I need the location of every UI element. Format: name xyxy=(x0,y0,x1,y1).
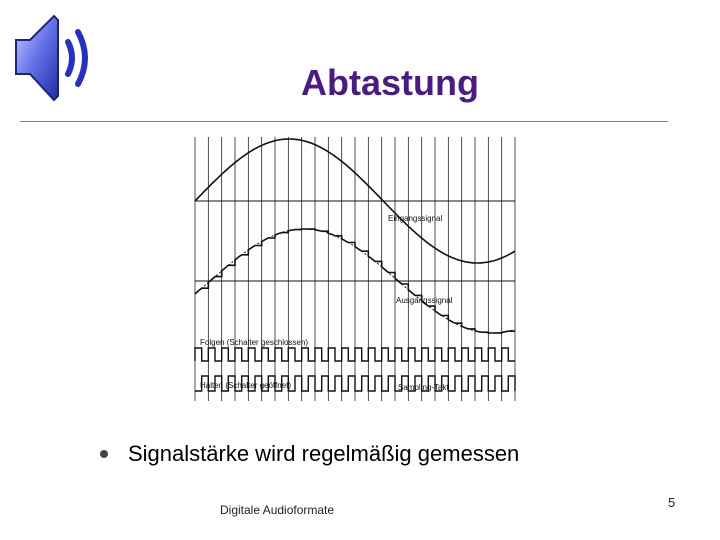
slide-title: Abtastung xyxy=(301,62,479,103)
label-eingangssignal: Eingangssignal xyxy=(388,214,443,223)
sampling-diagram xyxy=(190,133,520,405)
footer-text: Digitale Audioformate xyxy=(220,503,335,517)
label-folgen: Folgen (Schalter geschlossen) xyxy=(200,338,309,347)
speaker-sound-icon[interactable] xyxy=(10,12,92,104)
title-divider xyxy=(20,121,668,122)
label-sampling-takt: Sampling-Takt xyxy=(398,383,449,392)
bullet-dot xyxy=(100,450,108,458)
label-ausgangssignal: Ausgangssignal xyxy=(396,296,453,305)
page-number: 5 xyxy=(668,495,676,510)
bullet-text: Signalstärke wird regelmäßig gemessen xyxy=(128,441,520,466)
label-halten: Halten (Schalter geöffnet) xyxy=(200,381,292,390)
bullet-item xyxy=(100,436,519,472)
